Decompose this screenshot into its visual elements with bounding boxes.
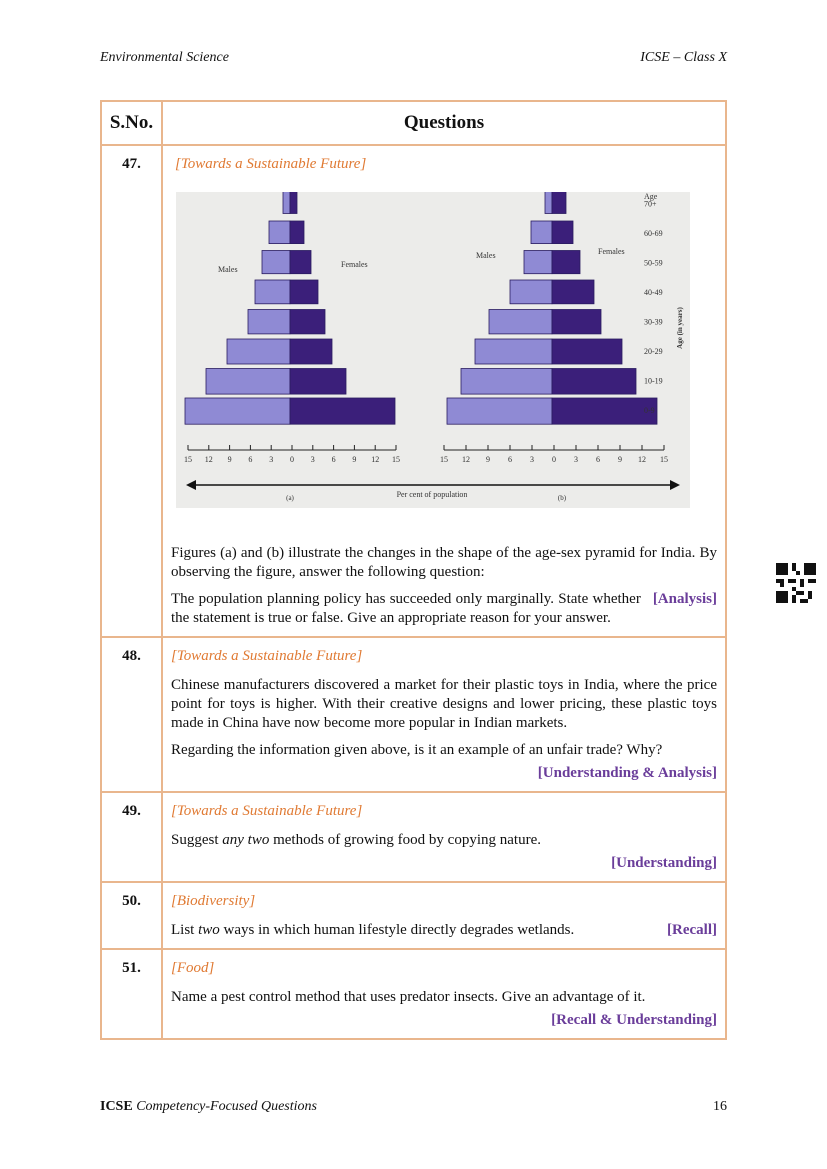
footer-title: ICSE Competency-Focused Questions <box>100 1099 317 1114</box>
question-text: The population planning policy has succeeded only marginally. State whether the statement is true or false. Give an appropriate reason for your answer. <box>171 591 641 626</box>
arrow-head-left <box>186 480 196 490</box>
female-bar <box>290 310 325 334</box>
x-axis-title: Per cent of population <box>396 490 468 499</box>
tick-label: 9 <box>227 455 232 464</box>
question-topic: [Food] <box>171 960 215 976</box>
panel-label: (b) <box>557 494 567 502</box>
age-label: 40-49 <box>644 288 663 297</box>
tick-label: 9 <box>486 455 490 464</box>
pyramid-chart <box>176 192 690 508</box>
arrow-head-right <box>670 480 680 490</box>
male-bar <box>262 251 290 274</box>
female-bar <box>290 192 297 214</box>
tick-label: 3 <box>530 455 534 464</box>
tick-label: 12 <box>462 455 470 464</box>
male-bar <box>227 339 290 364</box>
tick-label: 9 <box>352 455 357 464</box>
tick-label: 0 <box>552 455 556 464</box>
male-bar <box>489 310 552 334</box>
question-text: Chinese manufacturers discovered a market for their plastic toys in India, where the price point for toys is higher. With their creative designs and lower pricing, these plastic toys made in China have now become more popular in Indian markets. <box>171 677 717 731</box>
male-bar <box>283 192 290 214</box>
tick-label: 15 <box>392 455 400 464</box>
tick-label: 3 <box>269 455 274 464</box>
question-number: 47. <box>101 145 162 637</box>
skill-tag: [Analysis] <box>652 591 717 607</box>
question-topic: [Biodiversity] <box>171 893 256 909</box>
tick-label: 3 <box>574 455 578 464</box>
male-bar <box>475 339 552 364</box>
female-bar <box>552 221 573 244</box>
tick-label: 12 <box>638 455 646 464</box>
males-label: Males <box>218 265 238 274</box>
tick-label: 6 <box>248 455 253 464</box>
female-bar <box>552 310 601 334</box>
female-bar <box>552 398 657 424</box>
question-body <box>162 145 726 637</box>
question-text-row <box>171 590 717 628</box>
age-label: 20-29 <box>644 347 663 356</box>
question-body <box>162 637 726 792</box>
male-bar <box>524 251 552 274</box>
female-bar <box>552 369 636 395</box>
tick-label: 9 <box>618 455 622 464</box>
skill-tag: [Understanding & Analysis] <box>537 765 717 781</box>
male-bar <box>531 221 552 244</box>
page-number: 16 <box>713 1099 727 1114</box>
age-label: 50-59 <box>644 258 663 268</box>
questions-table <box>100 100 727 1040</box>
male-bar <box>255 280 290 304</box>
question-text-row <box>171 921 717 940</box>
question-topic: [Towards a Sustainable Future] <box>175 156 367 172</box>
skill-tag: [Understanding] <box>611 855 717 871</box>
question-text: Figures (a) and (b) illustrate the changes in the shape of the age-sex pyramid for India. By observing the figure, answer the following question: <box>171 545 717 580</box>
panel-label: (a) <box>286 494 294 502</box>
question-text: Suggest any two methods of growing food by copying nature. <box>171 832 541 848</box>
female-bar <box>552 251 580 274</box>
question-body <box>162 949 726 1039</box>
question-row-47 <box>101 145 726 637</box>
question-row-51 <box>101 949 726 1039</box>
skill-tag: [Recall] <box>667 922 717 938</box>
female-bar <box>552 192 566 214</box>
females-label: Females <box>598 247 625 256</box>
male-bar <box>461 369 552 395</box>
header-class: ICSE – Class X <box>640 50 727 65</box>
age-title: Age <box>644 192 658 201</box>
tick-label: 12 <box>371 455 380 464</box>
female-bar <box>552 339 622 364</box>
age-label: 70+ <box>644 199 657 209</box>
question-text: Name a pest control method that uses predator insects. Give an advantage of it. <box>171 989 646 1005</box>
question-body <box>162 792 726 882</box>
age-sex-pyramid-figure <box>176 192 690 508</box>
question-topic: [Towards a Sustainable Future] <box>171 803 363 819</box>
males-label: Males <box>476 251 496 260</box>
question-body <box>162 882 726 949</box>
question-number: 51. <box>101 949 162 1039</box>
female-bar <box>290 369 346 395</box>
question-row-48 <box>101 637 726 792</box>
female-bar <box>290 251 311 274</box>
tick-label: 15 <box>660 455 668 464</box>
skill-tag: [Recall & Understanding] <box>551 1012 717 1028</box>
header-subject: Environmental Science <box>100 50 229 65</box>
tick-label: 3 <box>310 455 315 464</box>
question-number: 49. <box>101 792 162 882</box>
male-bar <box>269 221 290 244</box>
tick-label: 12 <box>204 455 213 464</box>
age-label: 30-39 <box>644 317 663 327</box>
male-bar <box>248 310 290 334</box>
age-label: 10-19 <box>644 376 663 386</box>
male-bar <box>185 398 290 424</box>
age-axis-label: Age (in years) <box>676 307 684 349</box>
tick-label: 15 <box>440 455 448 464</box>
age-label: 60-69 <box>644 229 663 238</box>
male-bar <box>545 192 552 214</box>
females-label: Females <box>341 260 368 269</box>
question-number: 50. <box>101 882 162 949</box>
question-topic: [Towards a Sustainable Future] <box>171 648 363 664</box>
qr-code-icon[interactable] <box>776 563 816 603</box>
tick-label: 0 <box>290 455 294 464</box>
column-header-questions: Questions <box>162 101 726 145</box>
female-bar <box>290 280 318 304</box>
female-bar <box>552 280 594 304</box>
question-text: List two ways in which human lifestyle directly degrades wetlands. <box>171 922 575 938</box>
tick-label: 6 <box>596 455 600 464</box>
question-number: 48. <box>101 637 162 792</box>
age-label: 0-9 <box>644 406 655 415</box>
male-bar <box>447 398 552 424</box>
tick-label: 6 <box>331 455 336 464</box>
male-bar <box>510 280 552 304</box>
tick-label: 15 <box>184 455 192 464</box>
male-bar <box>206 369 290 395</box>
female-bar <box>290 339 332 364</box>
tick-label: 6 <box>508 455 512 464</box>
female-bar <box>290 221 304 244</box>
question-row-49 <box>101 792 726 882</box>
female-bar <box>290 398 395 424</box>
question-row-50 <box>101 882 726 949</box>
column-header-sno: S.No. <box>101 101 162 145</box>
question-text: Regarding the information given above, is it an example of an unfair trade? Why? <box>171 742 663 758</box>
